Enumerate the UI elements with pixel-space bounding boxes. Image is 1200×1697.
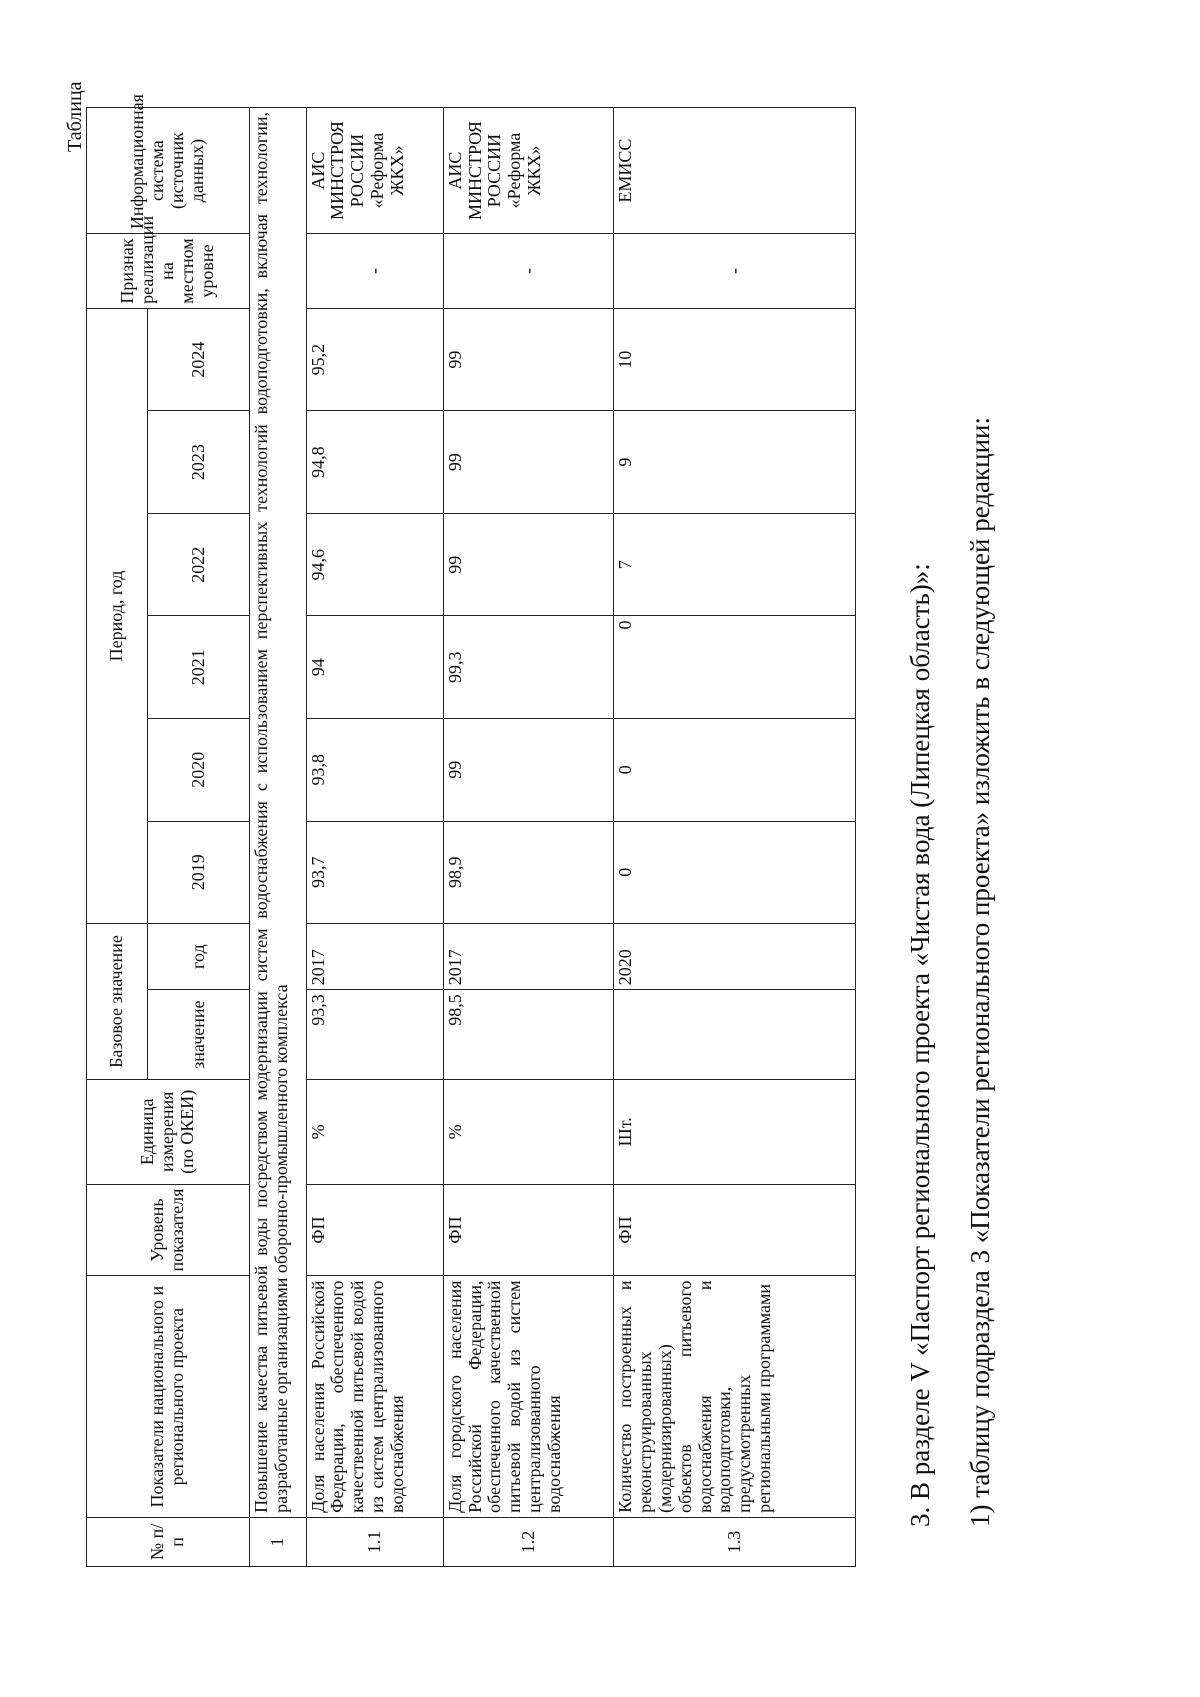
row-value-2022: 94,6 bbox=[306, 513, 443, 616]
row-value-2023: 9 bbox=[614, 411, 856, 514]
row-source: ЕМИСС bbox=[614, 108, 856, 234]
row-value-2020: 93,8 bbox=[306, 719, 443, 822]
row-value-2024: 10 bbox=[614, 308, 856, 411]
row-value-2019: 93,7 bbox=[306, 821, 443, 924]
header-source: Информационная система (источник данных) bbox=[87, 108, 250, 234]
table-row bbox=[614, 108, 856, 1567]
row-indicator: Доля населения Российской Федерации, обеспеченного качественной питьевой водой из систем централизованного водоснабжения bbox=[306, 1276, 443, 1517]
row-value-2019: 98,9 bbox=[443, 821, 613, 924]
section-text: Повышение качества питьевой воды посредством модернизации систем водоснабжения с использованием перспективных технологий водоподготовки, включая технологии, разработанные организациями оборонно-промышленного комплекса bbox=[249, 108, 306, 1518]
table-row bbox=[306, 108, 443, 1567]
row-value-2021: 0 bbox=[614, 616, 856, 719]
row-unit: % bbox=[443, 1080, 613, 1185]
row-unit: Шт. bbox=[614, 1080, 856, 1185]
row-unit: % bbox=[306, 1080, 443, 1185]
header-local: Признак реализации на местном уровне bbox=[87, 234, 250, 309]
row-local: - bbox=[614, 234, 856, 309]
row-base-year: 2017 bbox=[306, 924, 443, 990]
section-num: 1 bbox=[249, 1517, 306, 1566]
row-value-2023: 99 bbox=[443, 411, 613, 514]
row-value-2021: 99,3 bbox=[443, 616, 613, 719]
header-year-2021: 2021 bbox=[148, 616, 250, 719]
table-caption: Таблица bbox=[64, 81, 86, 152]
table-row bbox=[443, 108, 613, 1567]
paragraph-section-v: 3. В разделе V «Паспорт регионального проекта «Чистая вода (Липецкая область)»: bbox=[905, 563, 935, 1527]
header-year-2019: 2019 bbox=[148, 821, 250, 924]
header-base: Базовое значение bbox=[87, 924, 148, 1080]
header-level: Уровень показателя bbox=[87, 1184, 250, 1276]
row-value-2020: 99 bbox=[443, 719, 613, 822]
row-base-year: 2017 bbox=[443, 924, 613, 990]
row-source: АИС МИНСТРОЯ РОССИИ «Реформа ЖКХ» bbox=[443, 108, 613, 234]
header-year-2023: 2023 bbox=[148, 411, 250, 514]
header-year-2022: 2022 bbox=[148, 513, 250, 616]
header-base-year: год bbox=[148, 924, 250, 990]
section-row bbox=[249, 108, 306, 1567]
row-value-2022: 7 bbox=[614, 513, 856, 616]
header-indicator: Показатели национального и регионального проекта bbox=[87, 1276, 250, 1517]
row-value-2022: 99 bbox=[443, 513, 613, 616]
row-num: 1.2 bbox=[443, 1517, 613, 1566]
row-base-value: 98,5 bbox=[443, 990, 613, 1080]
row-num: 1.1 bbox=[306, 1517, 443, 1566]
header-year-2024: 2024 bbox=[148, 308, 250, 411]
row-level: ФП bbox=[306, 1184, 443, 1276]
header-period: Период, год bbox=[87, 308, 148, 923]
header-base-value: значение bbox=[148, 990, 250, 1080]
header-year-2020: 2020 bbox=[148, 719, 250, 822]
row-value-2021: 94 bbox=[306, 616, 443, 719]
row-indicator: Количество построенных и реконструированных (модернизированных) объектов питьевого водоснабжения и водоподготовки, предусмотренных региональными программами bbox=[614, 1276, 856, 1517]
row-num: 1.3 bbox=[614, 1517, 856, 1566]
row-indicator: Доля городского населения Российской Федерации, обеспеченного качественной питьевой водой из систем централизованного водоснабжения bbox=[443, 1276, 613, 1517]
row-base-value bbox=[614, 990, 856, 1080]
header-unit: Единица измерения (по ОКЕИ) bbox=[87, 1080, 250, 1185]
row-value-2019: 0 bbox=[614, 821, 856, 924]
row-base-year: 2020 bbox=[614, 924, 856, 990]
row-local: - bbox=[443, 234, 613, 309]
row-value-2024: 95,2 bbox=[306, 308, 443, 411]
header-num: № п/п bbox=[87, 1517, 250, 1566]
paragraph-table-replace: 1) таблицу подраздела 3 «Показатели регионального проекта» изложить в следующей редакции: bbox=[965, 416, 995, 1527]
row-source: АИС МИНСТРОЯ РОССИИ «Реформа ЖКХ» bbox=[306, 108, 443, 234]
indicators-table bbox=[86, 94, 856, 1567]
row-value-2023: 94,8 bbox=[306, 411, 443, 514]
row-level: ФП bbox=[614, 1184, 856, 1276]
row-value-2020: 0 bbox=[614, 719, 856, 822]
row-base-value: 93,3 bbox=[306, 990, 443, 1080]
row-value-2024: 99 bbox=[443, 308, 613, 411]
row-level: ФП bbox=[443, 1184, 613, 1276]
row-local: - bbox=[306, 234, 443, 309]
